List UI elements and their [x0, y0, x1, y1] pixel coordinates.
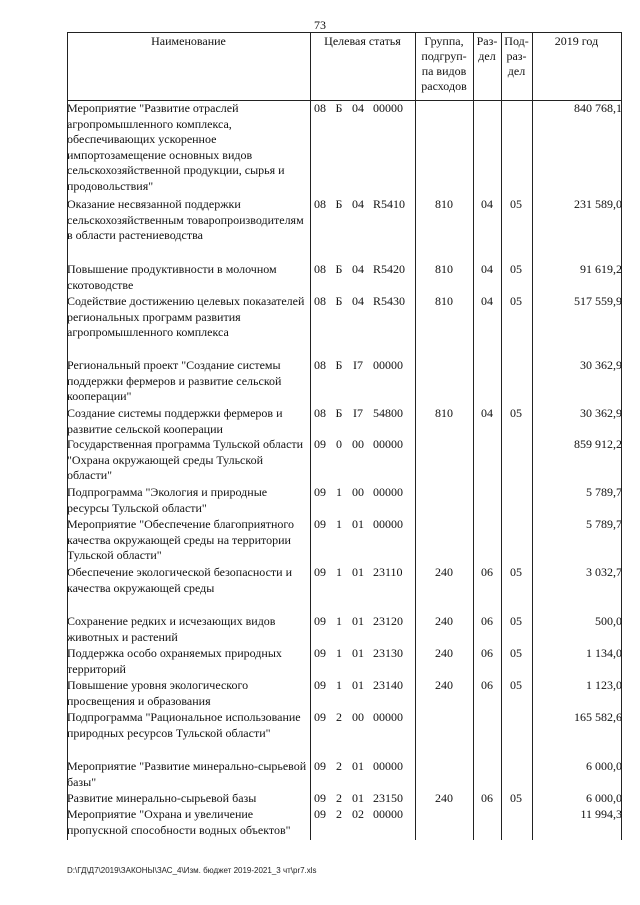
row-code-event: I7: [353, 358, 363, 372]
row-value: 1 134,0: [586, 646, 622, 660]
row-code-event: 01: [352, 565, 364, 579]
row-name: Подпрограмма "Экология и природные ресурсы Тульской области": [67, 485, 268, 515]
row-code-subprogram: 2: [336, 807, 342, 821]
row-code-program: 08: [314, 262, 326, 276]
row-value: 5 789,7: [586, 517, 622, 531]
row-code-event: 01: [352, 646, 364, 660]
row-code-subprogram: Б: [335, 262, 343, 276]
row-code-program: 09: [314, 791, 326, 805]
row-name: Мероприятие "Развитие отраслей агропромышленного комплекса, обеспечивающих ускоренное импортозамещение основных видов сельскохозяйственной продукции, сырья и продовольствия": [67, 101, 285, 193]
row-value: 5 789,7: [586, 485, 622, 499]
row-code-event: 02: [352, 807, 364, 821]
row-code-direction: 23130: [373, 646, 403, 660]
row-code-direction: 00000: [373, 807, 403, 821]
row-value: 6 000,0: [586, 759, 622, 773]
row-code-program: 09: [314, 807, 326, 821]
row-code-direction: 54800: [373, 406, 403, 420]
row-group: 240: [435, 678, 453, 692]
row-subsection: 05: [510, 294, 522, 308]
row-code-subprogram: 1: [336, 614, 342, 628]
row-code-program: 08: [314, 406, 326, 420]
row-code-program: 09: [314, 437, 326, 451]
row-code-event: 04: [352, 197, 364, 211]
row-code-direction: 23140: [373, 678, 403, 692]
row-code-program: 09: [314, 614, 326, 628]
row-code-event: 01: [352, 759, 364, 773]
row-code-subprogram: 1: [336, 485, 342, 499]
row-code-direction: 00000: [373, 759, 403, 773]
column-divider: [310, 32, 311, 840]
row-section: 06: [481, 646, 493, 660]
row-code-direction: 00000: [373, 517, 403, 531]
header-section: Раз-дел: [476, 34, 498, 63]
row-code-event: 00: [352, 710, 364, 724]
row-code-event: 04: [352, 101, 364, 115]
page-number: 73: [314, 18, 326, 32]
row-code-direction: 00000: [373, 358, 403, 372]
header-target: Целевая статья: [324, 34, 401, 48]
row-group: 240: [435, 791, 453, 805]
row-value: 500,0: [595, 614, 622, 628]
row-value: 6 000,0: [586, 791, 622, 805]
row-section: 06: [481, 678, 493, 692]
row-name: Подпрограмма "Рациональное использование природных ресурсов Тульской области": [67, 710, 301, 740]
row-group: 240: [435, 614, 453, 628]
row-name: Обеспечение экологической безопасности и качества окружающей среды: [67, 565, 293, 595]
table-top-border: [67, 32, 622, 33]
row-section: 04: [481, 406, 493, 420]
row-value: 1 123,0: [586, 678, 622, 692]
row-name: Оказание несвязанной поддержки сельскохозяйственным товаропроизводителям в области растениеводства: [67, 197, 304, 242]
row-code-direction: 00000: [373, 710, 403, 724]
row-group: 810: [435, 197, 453, 211]
row-code-event: 04: [352, 294, 364, 308]
row-name: Повышение продуктивности в молочном скотоводстве: [67, 262, 277, 292]
row-value: 3 032,7: [586, 565, 622, 579]
row-code-direction: 00000: [373, 437, 403, 451]
row-code-direction: 00000: [373, 101, 403, 115]
row-code-subprogram: 2: [336, 759, 342, 773]
row-code-event: 00: [352, 485, 364, 499]
row-value: 165 582,6: [574, 710, 622, 724]
row-code-subprogram: Б: [335, 406, 343, 420]
budget-table: [67, 32, 622, 840]
row-code-subprogram: 1: [336, 678, 342, 692]
row-code-program: 08: [314, 101, 326, 115]
row-subsection: 05: [510, 197, 522, 211]
row-subsection: 05: [510, 262, 522, 276]
row-code-program: 08: [314, 197, 326, 211]
row-group: 810: [435, 294, 453, 308]
row-value: 840 768,1: [574, 101, 622, 115]
row-code-direction: R5420: [373, 262, 406, 276]
row-code-subprogram: Б: [335, 294, 343, 308]
row-code-direction: R5430: [373, 294, 406, 308]
row-code-program: 08: [314, 294, 326, 308]
row-value: 30 362,9: [580, 406, 622, 420]
file-path-footer: D:\ГД\Д7\2019\ЗАКОНЫ\ЗАС_4\Изм. бюджет 2019-2021_3 чт\pr7.xls: [67, 866, 317, 875]
row-code-subprogram: 2: [336, 791, 342, 805]
column-divider: [501, 32, 502, 840]
row-value: 859 912,2: [574, 437, 622, 451]
row-section: 06: [481, 565, 493, 579]
row-code-subprogram: 1: [336, 517, 342, 531]
row-code-direction: 00000: [373, 485, 403, 499]
row-subsection: 05: [510, 565, 522, 579]
row-section: 04: [481, 294, 493, 308]
row-subsection: 05: [510, 791, 522, 805]
row-group: 240: [435, 565, 453, 579]
row-name: Региональный проект "Создание системы поддержки фермеров и развитие сельской кооперации": [67, 358, 282, 403]
row-name: Поддержка особо охраняемых природных территорий: [67, 646, 282, 676]
row-code-event: 01: [352, 678, 364, 692]
row-code-event: 01: [352, 614, 364, 628]
row-subsection: 05: [510, 614, 522, 628]
row-name: Сохранение редких и исчезающих видов животных и растений: [67, 614, 276, 644]
row-name: Повышение уровня экологического просвещения и образования: [67, 678, 249, 708]
row-code-program: 09: [314, 565, 326, 579]
row-code-direction: 23150: [373, 791, 403, 805]
row-section: 04: [481, 262, 493, 276]
row-code-program: 09: [314, 485, 326, 499]
row-group: 810: [435, 262, 453, 276]
row-code-subprogram: Б: [335, 101, 343, 115]
row-code-direction: R5410: [373, 197, 406, 211]
row-name: Развитие минерально-сырьевой базы: [67, 791, 257, 805]
row-code-event: 00: [352, 437, 364, 451]
row-code-event: 01: [352, 517, 364, 531]
row-code-subprogram: 2: [336, 710, 342, 724]
row-value: 231 589,0: [574, 197, 622, 211]
row-code-subprogram: Б: [335, 358, 343, 372]
row-code-direction: 23120: [373, 614, 403, 628]
row-section: 06: [481, 791, 493, 805]
row-code-event: 01: [352, 791, 364, 805]
row-value: 30 362,9: [580, 358, 622, 372]
header-name: Наименование: [151, 34, 226, 48]
row-code-program: 09: [314, 710, 326, 724]
row-code-subprogram: 1: [336, 646, 342, 660]
row-code-subprogram: 1: [336, 565, 342, 579]
row-name: Мероприятие "Охрана и увеличение пропускной способности водных объектов": [67, 807, 291, 837]
row-name: Создание системы поддержки фермеров и развитие сельской кооперации: [67, 406, 283, 436]
row-value: 517 559,9: [574, 294, 622, 308]
row-code-event: I7: [353, 406, 363, 420]
row-section: 06: [481, 614, 493, 628]
row-subsection: 05: [510, 678, 522, 692]
row-code-subprogram: Б: [335, 197, 343, 211]
row-subsection: 05: [510, 646, 522, 660]
row-code-program: 09: [314, 517, 326, 531]
header-subsection: Под-раз-дел: [504, 34, 529, 78]
row-name: Мероприятие "Развитие минерально-сырьевой базы": [67, 759, 307, 789]
column-divider: [473, 32, 474, 840]
row-name: Содействие достижению целевых показателей региональных программ развития агропромышленного комплекса: [67, 294, 305, 339]
row-subsection: 05: [510, 406, 522, 420]
row-name: Мероприятие "Обеспечение благоприятного качества окружающей среды на территории Тульской области": [67, 517, 295, 562]
row-code-program: 09: [314, 646, 326, 660]
row-code-program: 09: [314, 678, 326, 692]
row-value: 11 994,3: [580, 807, 622, 821]
row-value: 91 619,2: [580, 262, 622, 276]
row-code-program: 09: [314, 759, 326, 773]
row-code-direction: 23110: [373, 565, 403, 579]
row-section: 04: [481, 197, 493, 211]
row-code-event: 04: [352, 262, 364, 276]
header-year: 2019 год: [554, 34, 599, 48]
row-name: Государственная программа Тульской области "Охрана окружающей среды Тульской области": [67, 437, 304, 482]
row-code-subprogram: 0: [336, 437, 342, 451]
row-code-program: 08: [314, 358, 326, 372]
header-group: Группа, подгруп-па видов расходов: [421, 34, 467, 93]
row-group: 810: [435, 406, 453, 420]
row-group: 240: [435, 646, 453, 660]
